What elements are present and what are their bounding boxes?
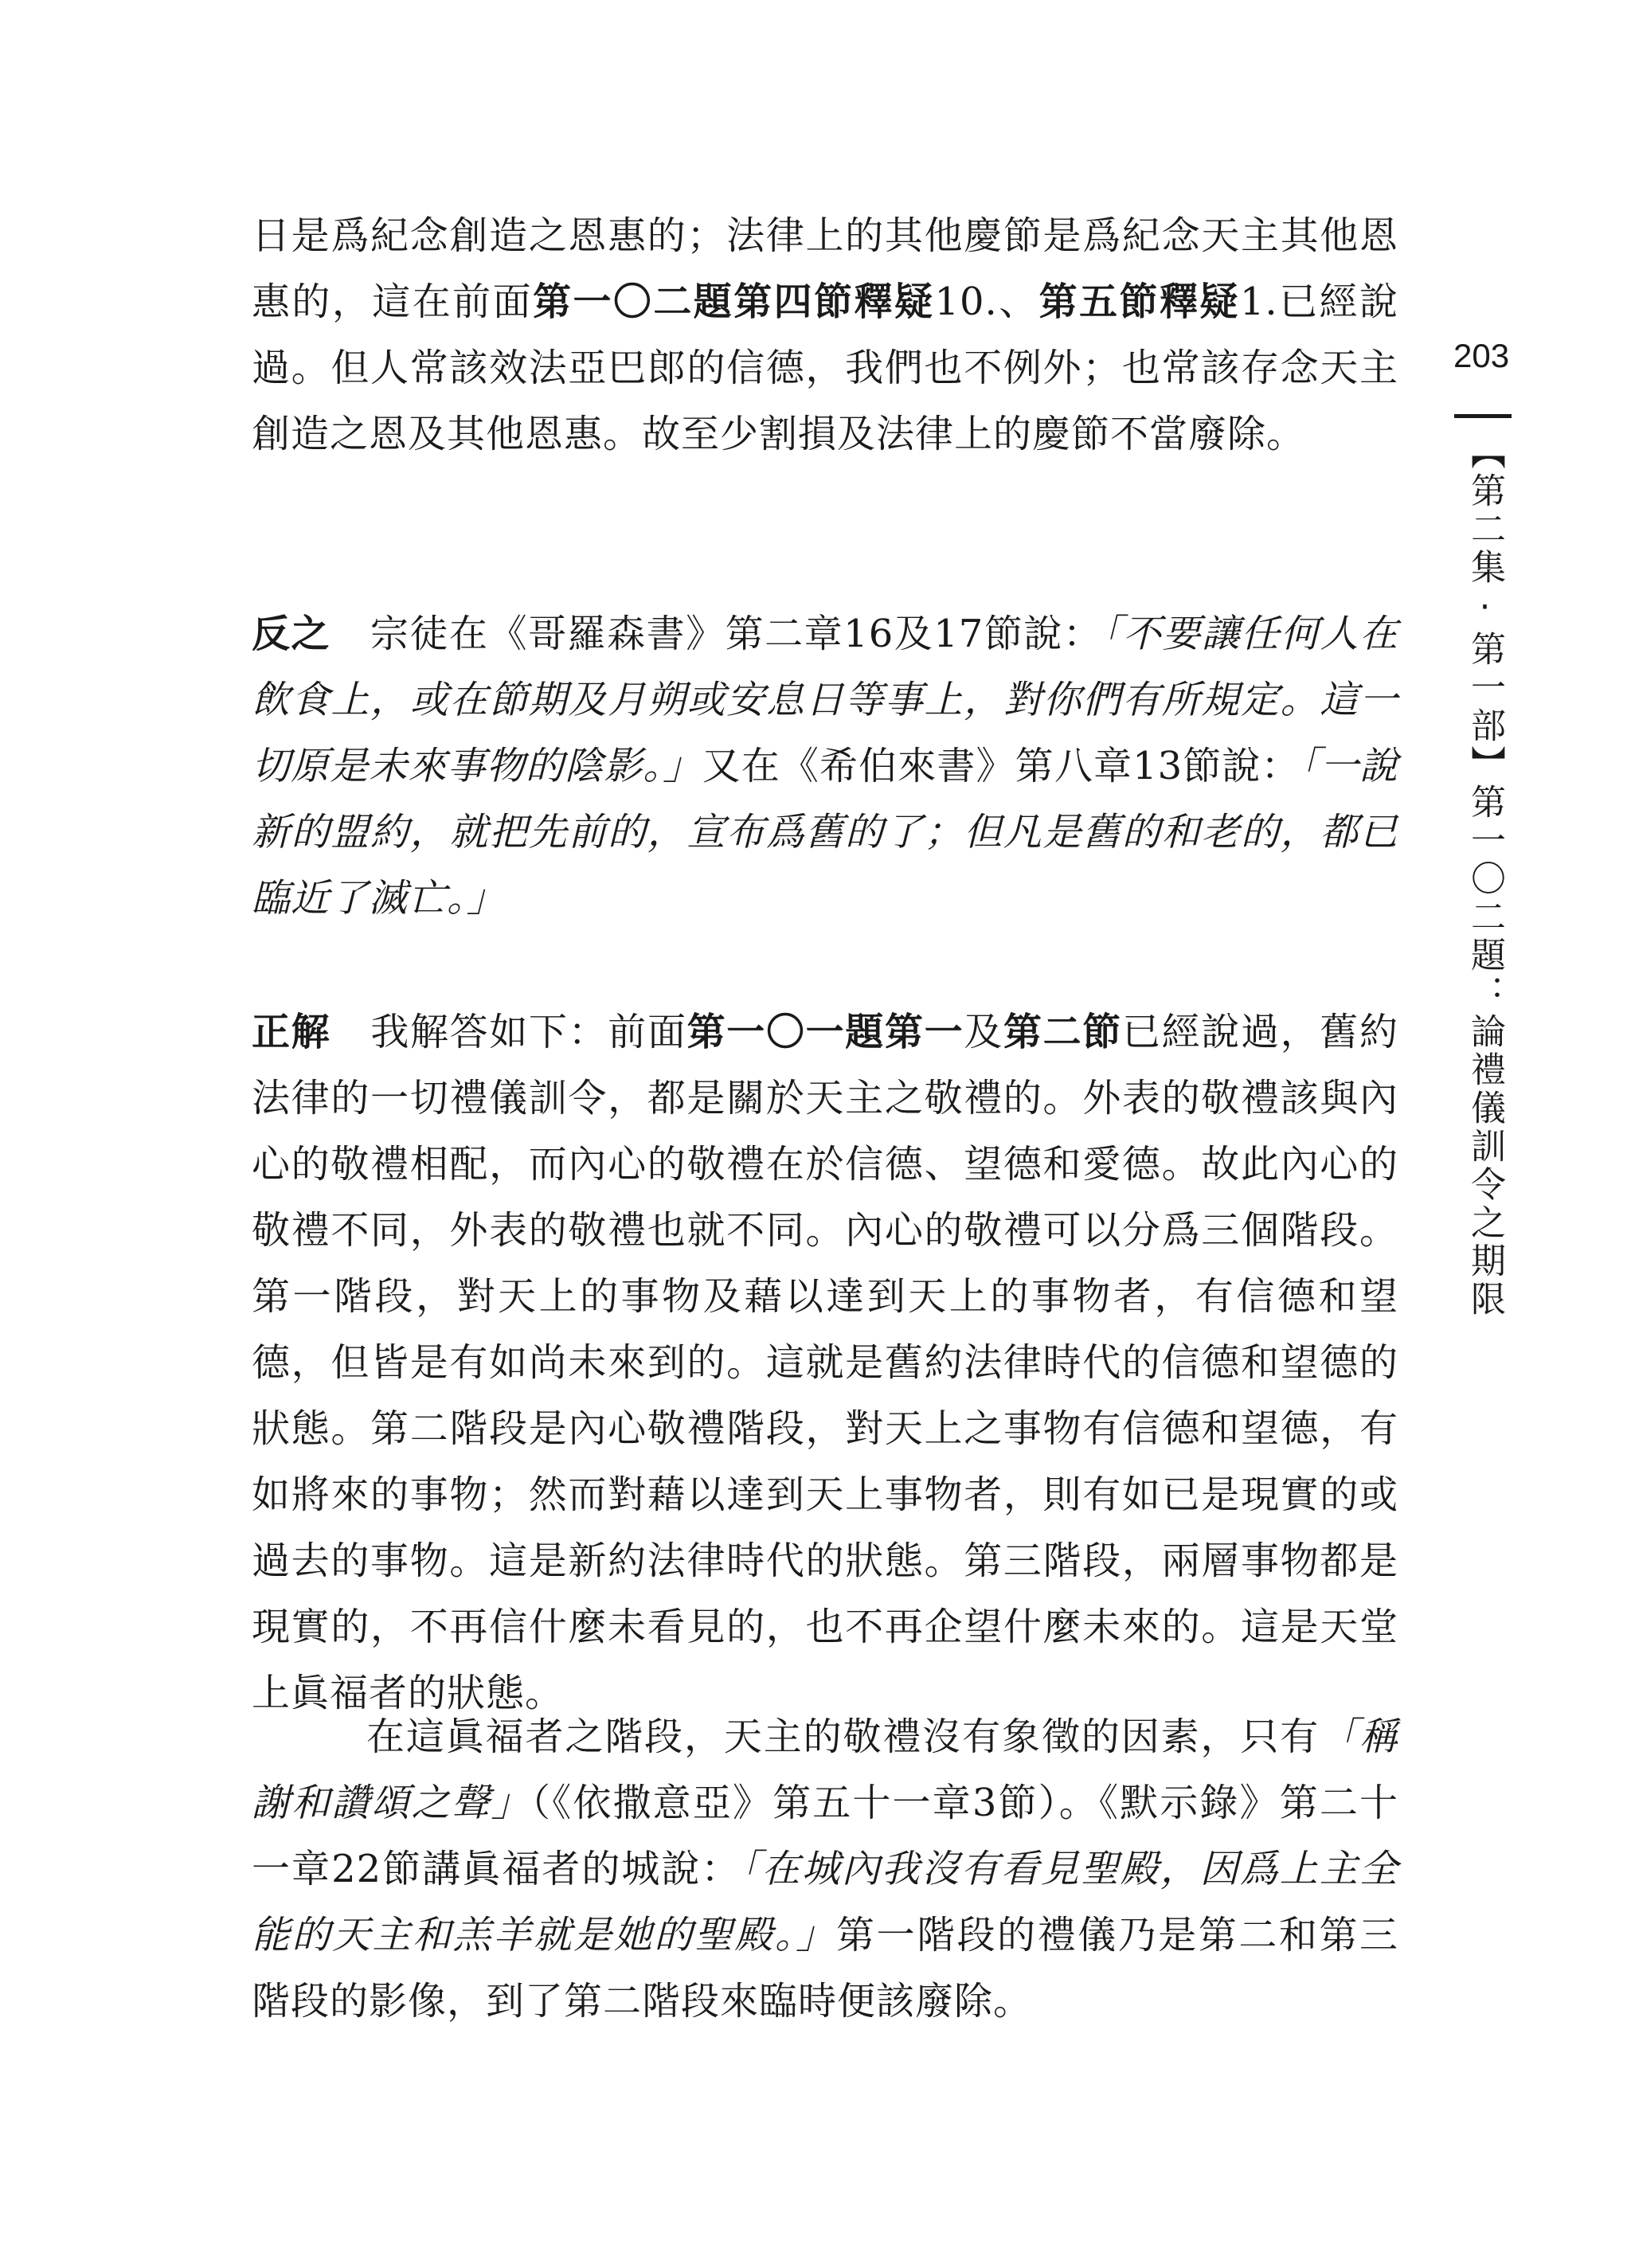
section-label-respondeo: 正解 bbox=[252, 1010, 331, 1054]
section-label-sed-contra: 反之 bbox=[252, 612, 331, 656]
running-header: 【第二集·第一部】第一〇二題：論禮儀訓令之期限 bbox=[1465, 434, 1505, 1319]
paragraph-3-text-a: 我解答如下：前面 bbox=[370, 1010, 687, 1054]
scripture-quote: 「稱謝和讚頌之聲」 bbox=[252, 1715, 1398, 1825]
cross-reference: 第二節 bbox=[1003, 1010, 1122, 1054]
scripture-quote: 「在城內我沒有看見聖殿，因爲上主全能的天主和羔羊就是她的聖殿。」 bbox=[252, 1847, 1398, 1957]
page-number: 203 bbox=[1453, 337, 1510, 374]
paragraph-4-text-a: 在這眞福者之階段，天主的敬禮沒有象徵的因素，只有 bbox=[366, 1715, 1320, 1759]
paragraph-1-text-c: 1.已經說過。但人常該效法亞巴郎的信德，我們也不例外；也常該存念天主創造之恩及其他恩惠。故至少割損及法律上的慶節不當廢除。 bbox=[252, 280, 1398, 456]
paragraph-2 bbox=[252, 601, 1398, 932]
scripture-quote: 「不要讓任何人在飲食上，或在節期及月朔或安息日等事上，對你們有所規定。這一切原是未來事物的陰影。」 bbox=[252, 612, 1398, 788]
paragraph-4-text-c: 第一階段的禮儀乃是第二和第三階段的影像，到了第二階段來臨時便該廢除。 bbox=[252, 1913, 1398, 2024]
paragraph-4-text-b: （《依撒意亞》第五十一章3節）。《默示錄》第二十一章22節講眞福者的城說： bbox=[252, 1781, 1398, 1891]
paragraph-3-text-c: 已經說過，舊約法律的一切禮儀訓令，都是關於天主之敬禮的。外表的敬禮該與內心的敬禮相配，而內心的敬禮在於信德、望德和愛德。故此內心的敬禮不同，外表的敬禮也就不同。內心的敬禮可以分爲三個階段。第一階段，對天上的事物及藉以達到天上的事物者，有信德和望德，但皆是有如尚未來到的。這就是舊約法律時代的信德和望德的狀態。第二階段是內心敬禮階段，對天上之事物有信德和望德，有如將來的事物；然而對藉以達到天上事物者，則有如已是現實的或過去的事物。這是新約法律時代的狀態。第三階段，兩層事物都是現實的，不再信什麼未看見的，也不再企望什麼未來的。這是天堂上眞福者的狀態。 bbox=[252, 1010, 1398, 1715]
paragraph-4 bbox=[252, 1704, 1398, 2035]
paragraph-2-text-b: 又在《希伯來書》第八章13節說： bbox=[702, 744, 1300, 788]
scripture-quote: 「一說新的盟約，就把先前的，宣布爲舊的了；但凡是舊的和老的，都已臨近了滅亡。」 bbox=[252, 744, 1398, 921]
header-rule bbox=[1454, 414, 1512, 418]
cross-reference: 第五節釋疑 bbox=[1038, 280, 1240, 324]
paragraph-1-text-a: 日是爲紀念創造之恩惠的；法律上的其他慶節是爲紀念天主其他恩惠的，這在前面 bbox=[252, 213, 1398, 324]
paragraph-1 bbox=[252, 203, 1398, 467]
cross-reference: 第一〇一題第一 bbox=[686, 1010, 964, 1054]
paragraph-1-text-b: 10.、 bbox=[934, 280, 1039, 324]
paragraph-2-text-a: 宗徒在《哥羅森書》第二章16及17節說： bbox=[370, 612, 1103, 656]
paragraph-3 bbox=[252, 999, 1398, 1726]
paragraph-3-text-b: 及 bbox=[964, 1010, 1003, 1054]
cross-reference: 第一〇二題第四節釋疑 bbox=[533, 280, 935, 324]
